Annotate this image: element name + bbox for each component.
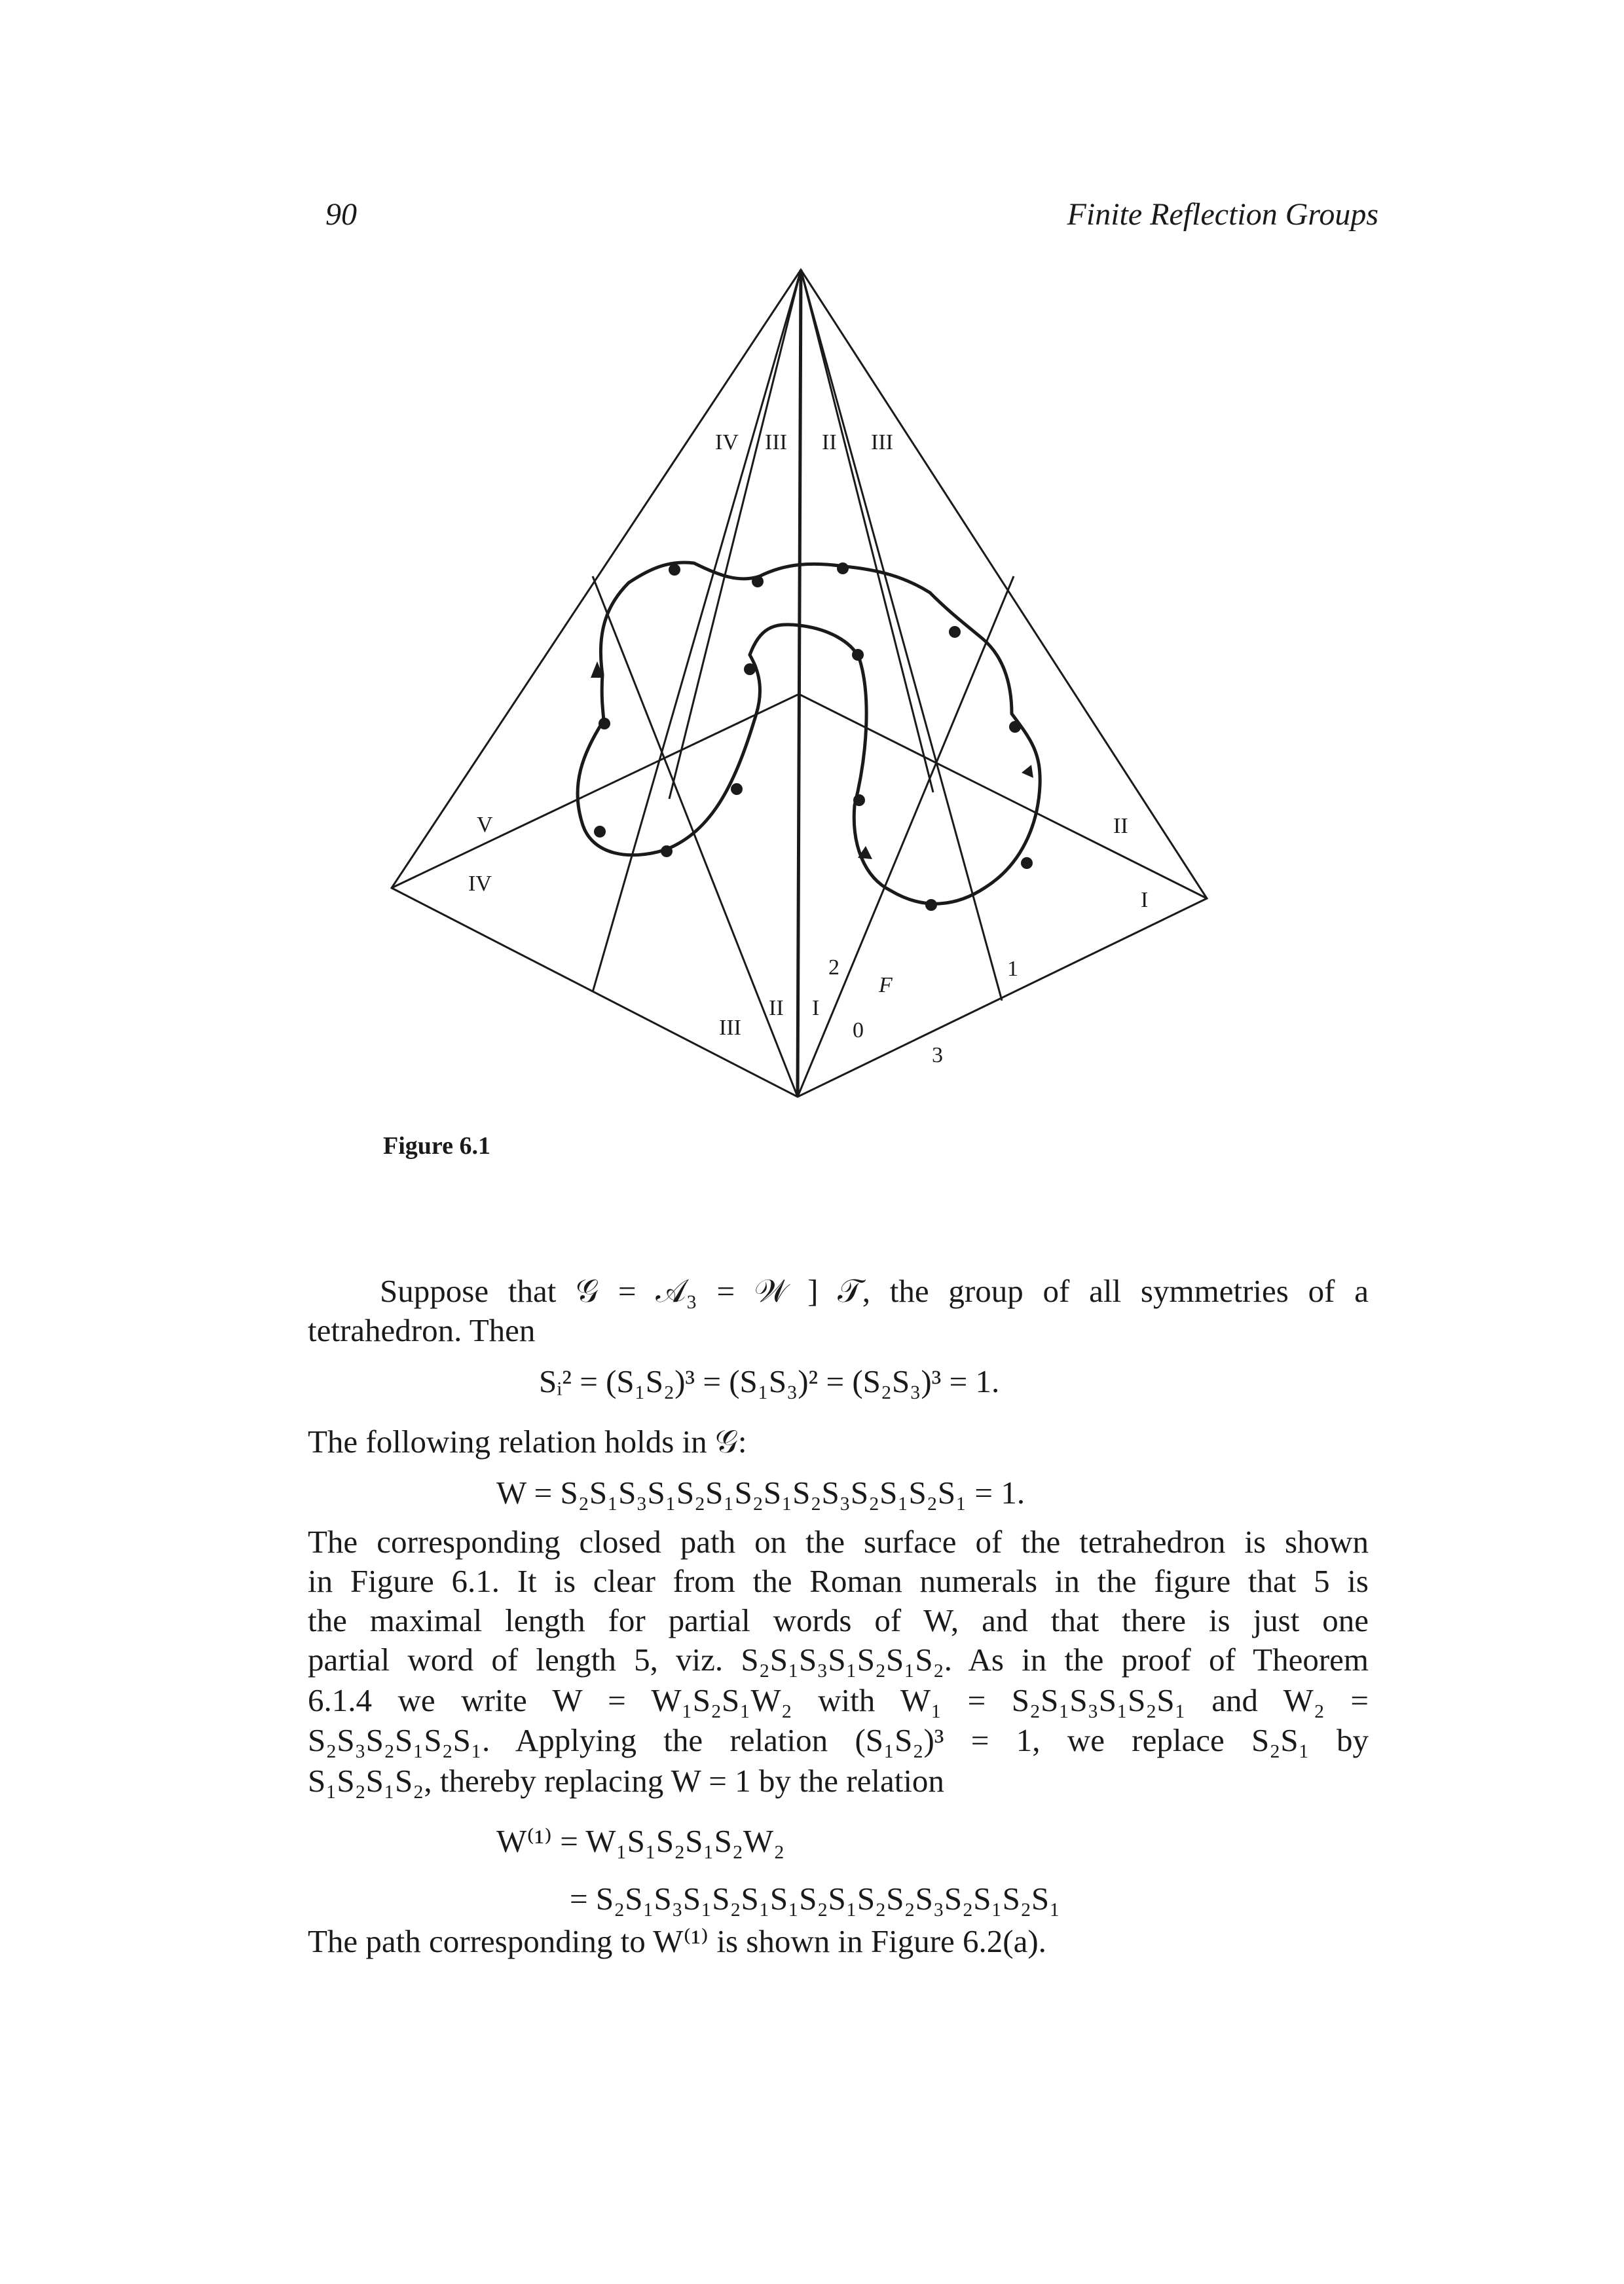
label-num-0: 0 [853,1018,864,1042]
label-ii-bottom: II [769,996,784,1020]
path-points [594,562,1033,911]
paragraph-1-line-1: Suppose that 𝒢 = 𝒜₃ = 𝒲 ] 𝒯, the group of all symmetries of a [380,1273,1369,1309]
apex-line-1 [593,270,801,992]
label-num-2: 2 [828,955,840,980]
paragraph-3-line-7: S₁S₂S₁S₂, thereby replacing W = 1 by the relation [308,1763,944,1799]
paragraph-1-line-2: tetrahedron. Then [308,1312,536,1348]
label-iii-top: III [765,430,787,454]
label-iv-left: IV [468,872,492,896]
paragraph-3-line-6: S₂S₃S₂S₁S₂S₁. Applying the relation (S₁S₂)³ = 1, we replace S₂S₁ by [308,1722,1369,1758]
paragraph-3-line-1: The corresponding closed path on the surface of the tetrahedron is shown [308,1524,1369,1560]
left-median-1 [593,576,798,1097]
label-ii-right: II [1113,814,1128,838]
label-num-3: 3 [932,1043,943,1067]
equation-4: = S₂S₁S₃S₁S₂S₁S₁S₂S₁S₂S₂S₃S₂S₁S₂S₁ [570,1881,1061,1917]
paragraph-4: The path corresponding to W⁽¹⁾ is shown in Figure 6.2(a). [308,1923,1046,1959]
label-i-right: I [1141,888,1149,912]
equation-2: W = S₂S₁S₃S₁S₂S₁S₂S₁S₂S₃S₂S₁S₂S₁ = 1. [496,1475,1025,1511]
label-v-left: V [477,813,493,837]
closed-path [578,562,1040,904]
label-iii-top-right: III [871,430,893,454]
equation-3: W⁽¹⁾ = W₁S₁S₂S₁S₂W₂ [496,1823,785,1859]
tetrahedron-figure [0,249,1624,1126]
label-num-1: 1 [1007,957,1018,981]
page-number: 90 [325,197,357,232]
label-ii-top: II [822,430,837,454]
paragraph-3-line-5: 6.1.4 we write W = W₁S₂S₁W₂ with W₁ = S₂S₁S₃S₁S₂S₁ and W₂ = [308,1682,1369,1718]
paragraph-3-line-2: in Figure 6.1. It is clear from the Roman numerals in the figure that 5 is [308,1563,1369,1599]
label-iv-top: IV [715,430,739,454]
label-iii-bottom: III [719,1016,741,1040]
label-i-bottom: I [812,996,820,1020]
left-median-2 [669,270,801,799]
figure-caption: Figure 6.1 [383,1132,490,1160]
paragraph-3-line-4: partial word of length 5, viz. S₂S₁S₃S₁S₂S₁S₂. As in the proof of Theorem [308,1642,1369,1678]
paragraph-2: The following relation holds in 𝒢: [308,1424,747,1460]
equation-1: Sᵢ² = (S₁S₂)³ = (S₁S₃)² = (S₂S₃)³ = 1. [539,1363,1000,1399]
label-f: F [879,973,893,997]
central-edge [798,270,801,1097]
paragraph-3-line-3: the maximal length for partial words of W, and that there is just one [308,1602,1369,1638]
running-head: Finite Reflection Groups [1067,197,1378,232]
